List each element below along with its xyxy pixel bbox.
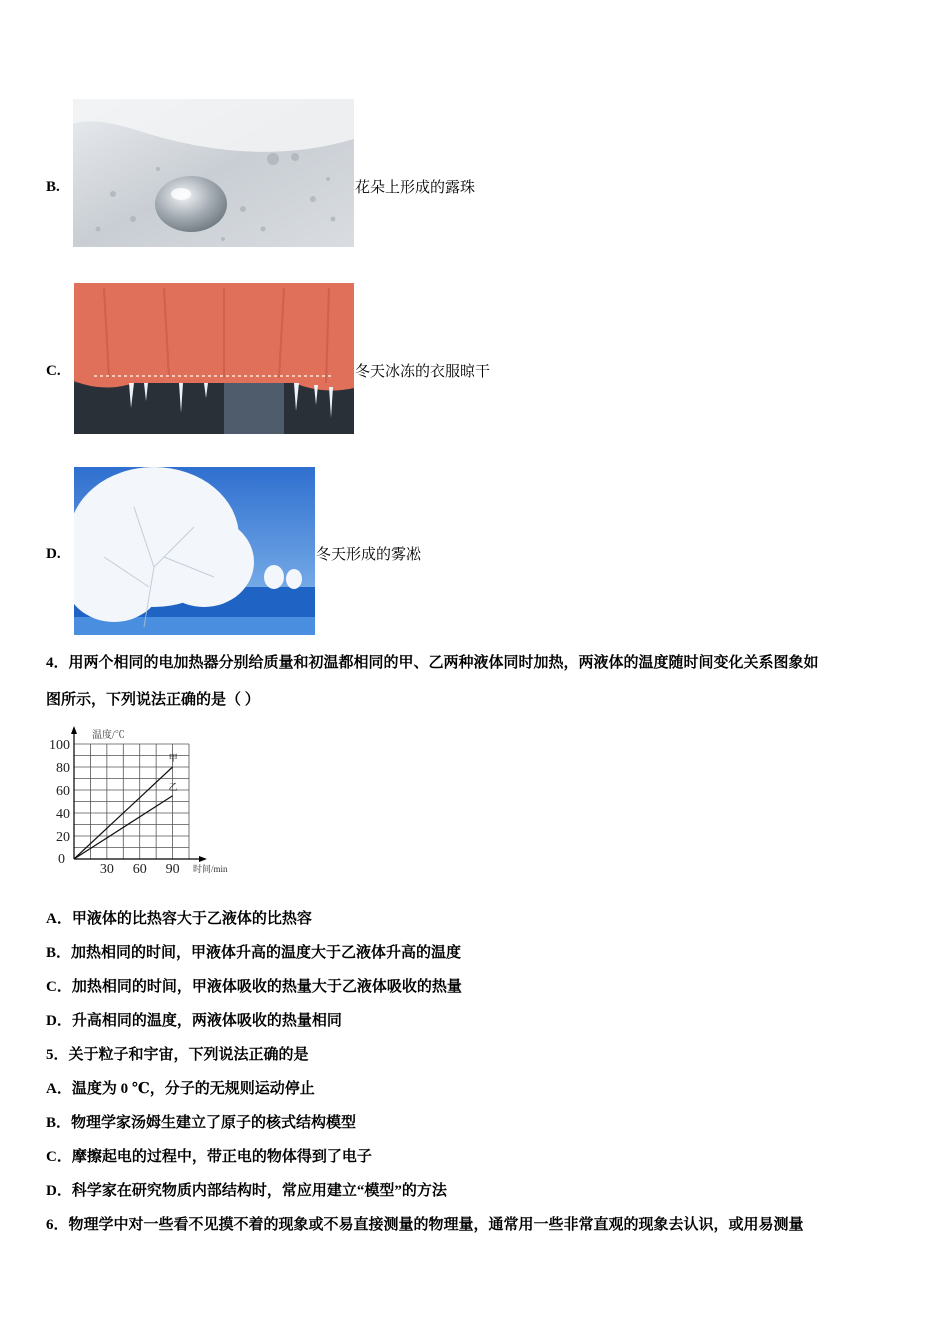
q5-option-a: A．温度为 0 ℃，分子的无规则运动停止 bbox=[46, 1081, 315, 1097]
frozen-clothes-photo bbox=[74, 283, 354, 434]
chart-y-tick-label: 20 bbox=[56, 830, 70, 845]
chart-y-tick-label: 80 bbox=[56, 761, 70, 776]
chart-x-tick-label: 60 bbox=[132, 862, 147, 877]
chart-x-tick-label: 30 bbox=[99, 862, 114, 877]
chart-y-tick-label: 100 bbox=[49, 738, 70, 753]
q6-stem: 6．物理学中对一些看不见摸不着的现象或不易直接测量的物理量，通常用一些非常直观的现象去认识，或用易测量 bbox=[46, 1217, 804, 1233]
chart-x-axis-label: 时间/min bbox=[193, 864, 228, 874]
option-c-label: C. bbox=[46, 363, 61, 379]
chart-x-arrow bbox=[199, 856, 207, 862]
q5-option-d: D．科学家在研究物质内部结构时，常应用建立“模型”的方法 bbox=[46, 1183, 447, 1199]
q5-option-c: C．摩擦起电的过程中，带正电的物体得到了电子 bbox=[46, 1149, 372, 1165]
option-b-caption: 花朵上形成的露珠 bbox=[355, 178, 476, 196]
q5-option-b: B．物理学家汤姆生建立了原子的核式结构模型 bbox=[46, 1115, 357, 1131]
option-c-caption: 冬天冰冻的衣服晾干 bbox=[355, 362, 491, 380]
chart-series-label: 乙 bbox=[168, 781, 178, 792]
q5-stem: 5．关于粒子和宇宙，下列说法正确的是 bbox=[46, 1047, 309, 1063]
chart-y-tick-label: 40 bbox=[56, 807, 70, 822]
option-d-label: D. bbox=[46, 546, 61, 562]
q4-option-d: D．升高相同的温度，两液体吸收的热量相同 bbox=[46, 1013, 342, 1029]
q4-stem-line2: 图所示，下列说法正确的是（ ） bbox=[46, 692, 260, 708]
chart-y-arrow bbox=[71, 726, 77, 734]
q4-stem-line1: 4．用两个相同的电加热器分别给质量和初温都相同的甲、乙两种液体同时加热，两液体的温度随时间变化关系图象如 bbox=[46, 655, 819, 671]
q4-option-a: A．甲液体的比热容大于乙液体的比热容 bbox=[46, 911, 312, 927]
chart-series-label: 甲 bbox=[168, 753, 178, 763]
chart-y-tick-label: 0 bbox=[58, 852, 65, 867]
chart-y-tick-label: 60 bbox=[56, 784, 70, 799]
q4-option-b: B．加热相同的时间，甲液体升高的温度大于乙液体升高的温度 bbox=[46, 945, 462, 961]
chart-x-tick-label: 90 bbox=[165, 862, 180, 877]
chart-y-axis-label: 温度/℃ bbox=[92, 730, 125, 741]
rime-tree-photo bbox=[74, 467, 315, 635]
dew-drops-photo bbox=[73, 99, 354, 247]
option-b-label: B. bbox=[46, 179, 60, 195]
temperature-time-chart bbox=[40, 722, 245, 880]
option-d-caption: 冬天形成的雾凇 bbox=[316, 545, 422, 563]
q4-option-c: C．加热相同的时间，甲液体吸收的热量大于乙液体吸收的热量 bbox=[46, 979, 462, 995]
